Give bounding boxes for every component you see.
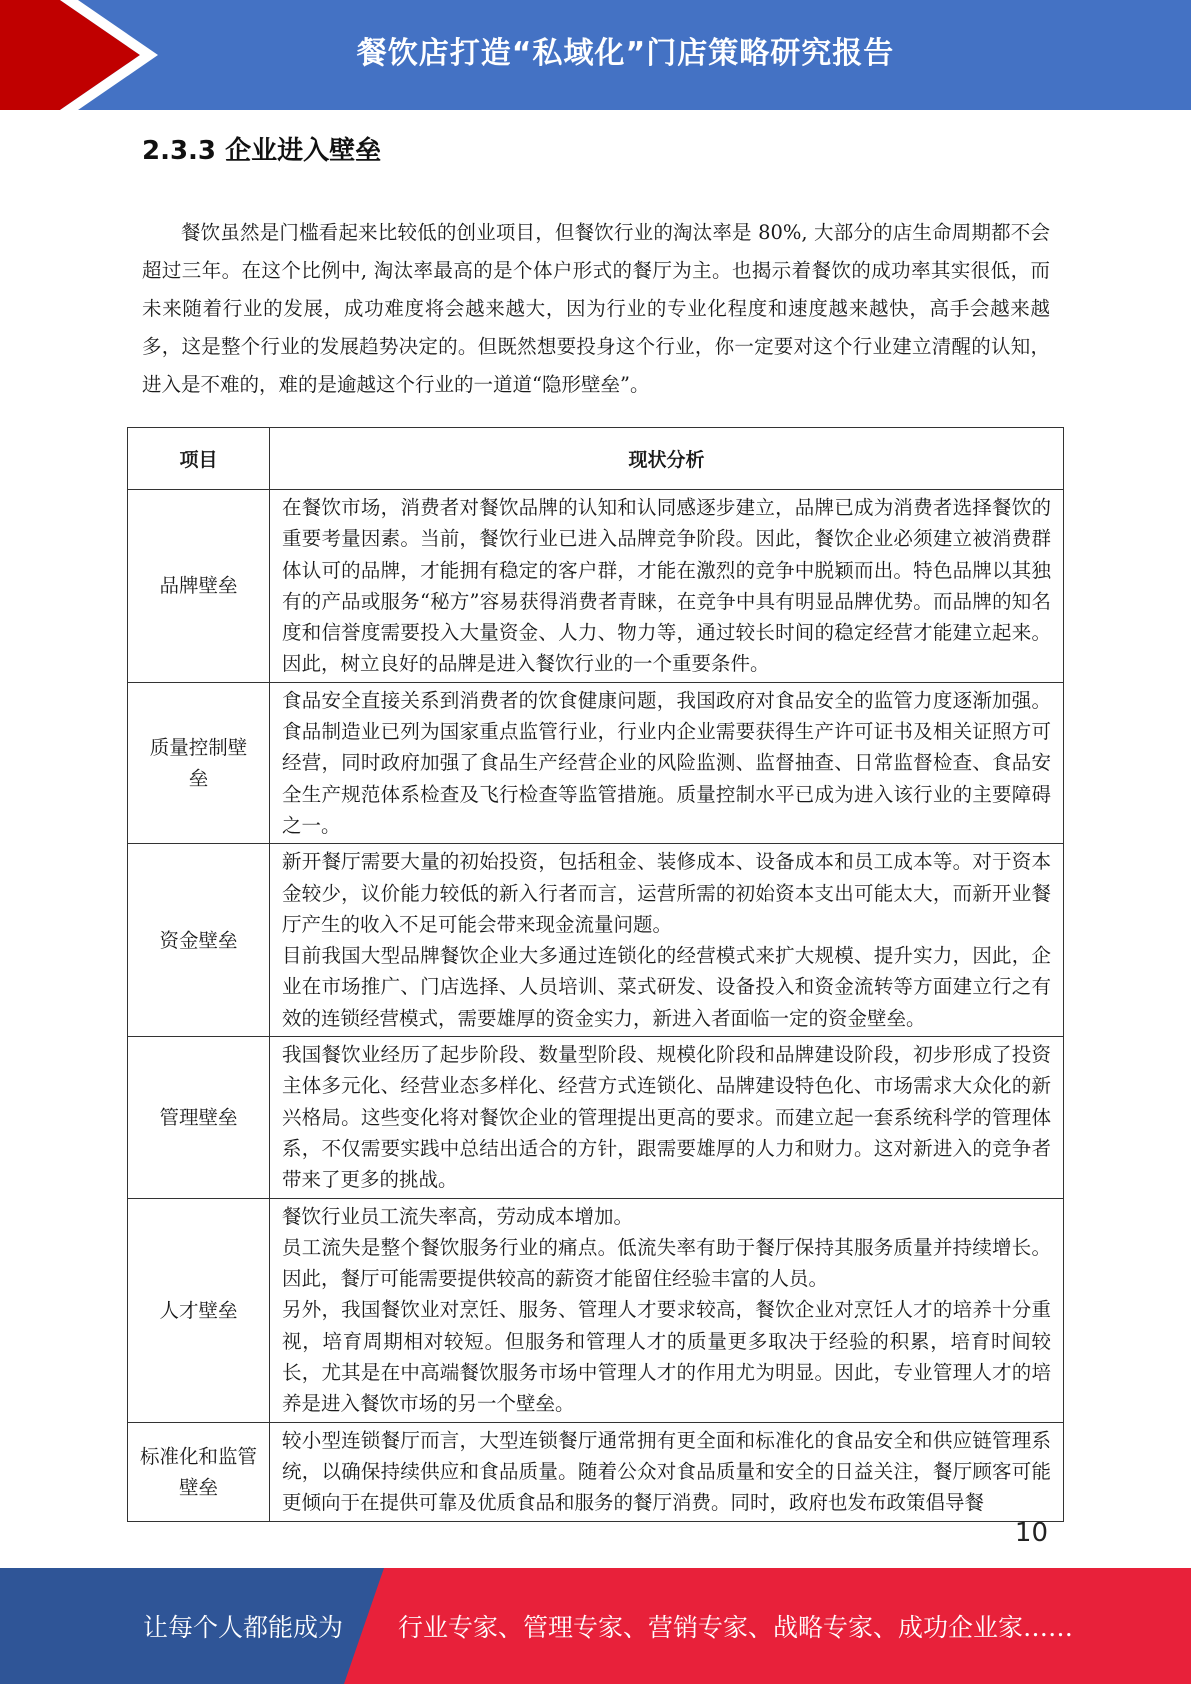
analysis-paragraph: 食品安全直接关系到消费者的饮食健康问题，我国政府对食品安全的监管力度逐渐加强。食品制造业已列为国家重点监管行业，行业内企业需要获得生产许可证书及相关证照方可经营，同时政府加强了食品生产经营企业的风险监测、监督抽查、日常监督检查、食品安全生产规范体系检查及飞行检查等监管措施。质量控制水平已成为进入该行业的主要障碍之一。: [282, 688, 1051, 837]
table-header-row: [128, 428, 1064, 490]
analysis-paragraph: 员工流失是整个餐饮服务行业的痛点。低流失率有助于餐厅保持其服务质量并持续增长。因此，餐厅可能需要提供较高的薪资才能留住经验丰富的人员。: [282, 1235, 1051, 1291]
row-analysis: [270, 682, 1064, 843]
analysis-paragraph: 另外，我国餐饮业对烹饪、服务、管理人才要求较高，餐饮企业对烹饪人才的培养十分重视，培育周期相对较短。但服务和管理人才的质量更多取决于经验的积累，培育时间较长，尤其是在中高端餐饮服务市场中管理人才的作用尤为明显。因此，专业管理人才的培养是进入餐饮市场的另一个壁垒。: [282, 1298, 1051, 1416]
table-row: [128, 490, 1064, 683]
row-analysis: [270, 1198, 1064, 1422]
analysis-paragraph: 餐饮行业员工流失率高，劳动成本增加。: [282, 1204, 634, 1228]
row-analysis: [270, 490, 1064, 683]
row-category: 管理壁垒: [128, 1037, 270, 1198]
report-footer: [0, 1568, 1191, 1684]
table-row: [128, 844, 1064, 1037]
row-category: 资金壁垒: [128, 844, 270, 1037]
page-number: 10: [1014, 1518, 1048, 1548]
analysis-paragraph: 新开餐厅需要大量的初始投资，包括租金、装修成本、设备成本和员工成本等。对于资本金较少，议价能力较低的新入行者而言，运营所需的初始资本支出可能太大，而新开业餐厅产生的收入不足可能会带来现金流量问题。: [282, 850, 1051, 936]
table-row: [128, 1198, 1064, 1422]
column-header-item: 项目: [128, 428, 270, 490]
row-category: 人才壁垒: [128, 1198, 270, 1422]
analysis-paragraph: 在餐饮市场，消费者对餐饮品牌的认知和认同感逐步建立，品牌已成为消费者选择餐饮的重要考量因素。当前，餐饮行业已进入品牌竞争阶段。因此，餐饮企业必须建立被消费群体认可的品牌，才能拥有稳定的客户群，才能在激烈的竞争中脱颖而出。特色品牌以其独有的产品或服务“秘方”容易获得消费者青睐，在竞争中具有明显品牌优势。而品牌的知名度和信誉度需要投入大量资金、人力、物力等，通过较长时间的稳定经营才能建立起来。因此，树立良好的品牌是进入餐饮行业的一个重要条件。: [282, 496, 1051, 676]
report-header: [0, 0, 1191, 110]
intro-paragraph: 餐饮虽然是门槛看起来比较低的创业项目，但餐饮行业的淘汰率是 80%, 大部分的店生命周期都不会超过三年。在这个比例中, 淘汰率最高的是个体户形式的餐厅为主。也揭示着餐饮的成功率其实很低，而未来随着行业的发展，成功难度将会越来越大，因为行业的专业化程度和速度越来越快，高手会越来越多，这是整个行业的发展趋势决定的。但既然想要投身这个行业，你一定要对这个行业建立清醒的认知，进入是不难的，难的是逾越这个行业的一道道“隐形壁垒”。: [142, 221, 1050, 396]
analysis-paragraph: 目前我国大型品牌餐饮企业大多通过连锁化的经营模式来扩大规模、提升实力，因此，企业在市场推广、门店选择、人员培训、菜式研发、设备投入和资金流转等方面建立行之有效的连锁经营模式，需要雄厚的资金实力，新进入者面临一定的资金壁垒。: [282, 944, 1051, 1030]
row-analysis: [270, 1422, 1064, 1521]
row-analysis: [270, 844, 1064, 1037]
table-row: [128, 1422, 1064, 1521]
row-category: 品牌壁垒: [128, 490, 270, 683]
footer-slogan-right: 行业专家、管理专家、营销专家、战略专家、成功企业家……: [398, 1613, 1074, 1642]
section-title: 2.3.3 企业进入壁垒: [142, 136, 382, 166]
report-title: 餐饮店打造“私域化”门店策略研究报告: [356, 36, 895, 71]
row-category: 标准化和监管壁垒: [128, 1422, 270, 1521]
table-row: [128, 682, 1064, 843]
barriers-table: [127, 427, 1064, 1522]
row-category: 质量控制壁垒: [128, 682, 270, 843]
analysis-paragraph: 我国餐饮业经历了起步阶段、数量型阶段、规模化阶段和品牌建设阶段，初步形成了投资主体多元化、经营业态多样化、经营方式连锁化、品牌建设特色化、市场需求大众化的新兴格局。这些变化将对餐饮企业的管理提出更高的要求。而建立起一套系统科学的管理体系，不仅需要实践中总结出适合的方针，跟需要雄厚的人力和财力。这对新进入的竞争者带来了更多的挑战。: [282, 1043, 1051, 1192]
row-analysis: [270, 1037, 1064, 1198]
analysis-paragraph: 较小型连锁餐厅而言，大型连锁餐厅通常拥有更全面和标准化的食品安全和供应链管理系统，以确保持续供应和食品质量。随着公众对食品质量和安全的日益关注，餐厅顾客可能更倾向于在提供可靠及优质食品和服务的餐厅消费。同时，政府也发布政策倡导餐: [282, 1428, 1051, 1515]
table-row: [128, 1037, 1064, 1198]
column-header-analysis: 现状分析: [270, 428, 1064, 490]
footer-slogan-left: 让每个人都能成为: [143, 1613, 344, 1642]
